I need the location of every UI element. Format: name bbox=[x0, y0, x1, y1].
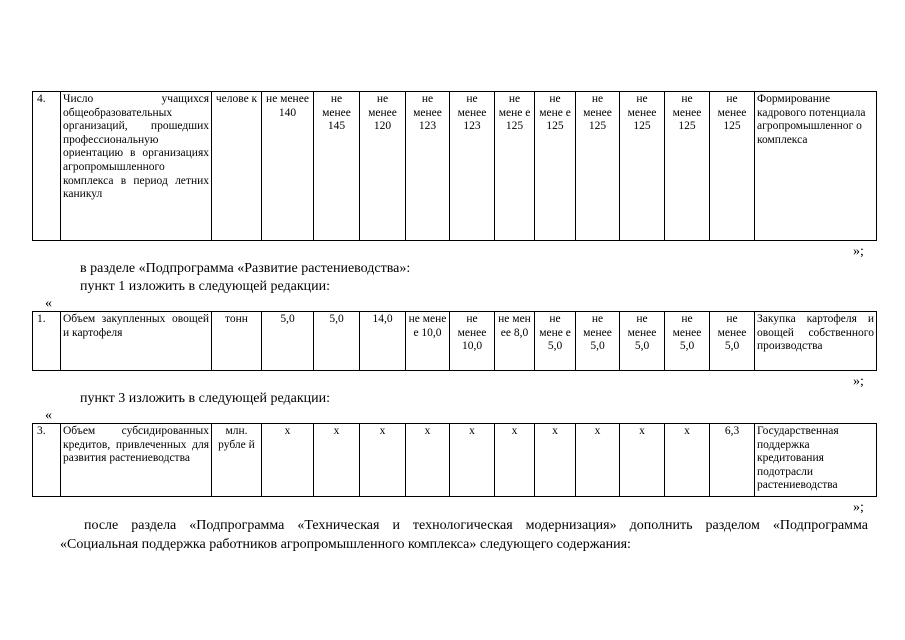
value-cell: не мене е 10,0 bbox=[406, 312, 450, 371]
value-cell: не менее 123 bbox=[450, 92, 495, 241]
value-cell: не мене е 5,0 bbox=[535, 312, 576, 371]
indicator-name: Объем субсидированных кредитов, привлеченных для развития растениеводства bbox=[61, 424, 212, 497]
indicator-name: Объем закупленных овощей и картофеля bbox=[61, 312, 212, 371]
row-number: 3. bbox=[33, 424, 61, 497]
value-cell: 14,0 bbox=[360, 312, 406, 371]
indicator-name: Число учащихся общеобразовательных организаций, прошедших профессиональную ориентацию в организациях агропромышленного комплекса в период летних каникул bbox=[61, 92, 212, 241]
value-cell: 5,0 bbox=[262, 312, 314, 371]
table-row-1 bbox=[32, 311, 877, 371]
value-cell: не мене е 125 bbox=[535, 92, 576, 241]
value-cell: не менее 120 bbox=[360, 92, 406, 241]
value-cell: не менее 5,0 bbox=[710, 312, 755, 371]
value-cell: х bbox=[406, 424, 450, 497]
unit-cell: тонн bbox=[212, 312, 262, 371]
opening-quote: « bbox=[45, 296, 52, 311]
row-number: 1. bbox=[33, 312, 61, 371]
value-cell: не менее 5,0 bbox=[665, 312, 710, 371]
value-cell: 6,3 bbox=[710, 424, 755, 497]
value-cell: не менее 140 bbox=[262, 92, 314, 241]
value-cell: не менее 125 bbox=[710, 92, 755, 241]
table-row-4 bbox=[32, 91, 877, 241]
value-cell: х bbox=[576, 424, 620, 497]
value-cell: не менее 125 bbox=[620, 92, 665, 241]
value-cell: не менее 5,0 bbox=[576, 312, 620, 371]
value-cell: не менее 5,0 bbox=[620, 312, 665, 371]
value-cell: не мен ее 8,0 bbox=[495, 312, 535, 371]
expected-result: Государственная поддержка кредитования подотрасли растениеводства bbox=[755, 424, 877, 497]
point1-instruction: пункт 1 изложить в следующей редакции: bbox=[80, 279, 330, 294]
table-row-3 bbox=[32, 423, 877, 497]
closing-quote: »; bbox=[853, 244, 864, 259]
value-cell: х bbox=[262, 424, 314, 497]
value-cell: не менее 145 bbox=[314, 92, 360, 241]
unit-cell: млн. рубле й bbox=[212, 424, 262, 497]
value-cell: х bbox=[535, 424, 576, 497]
closing-quote: »; bbox=[853, 374, 864, 389]
expected-result: Закупка картофеля и овощей собственного производства bbox=[755, 312, 877, 371]
value-cell: не менее 125 bbox=[576, 92, 620, 241]
section-instruction: в разделе «Подпрограмма «Развитие растениеводства»: bbox=[80, 261, 411, 276]
final-paragraph-line: «Социальная поддержка работников агропромышленного комплекса» следующего содержания: bbox=[60, 537, 631, 552]
value-cell: х bbox=[495, 424, 535, 497]
unit-cell: челове к bbox=[212, 92, 262, 241]
value-cell: 5,0 bbox=[314, 312, 360, 371]
expected-result: Формирование кадрового потенциала агропромышленног о комплекса bbox=[755, 92, 877, 241]
value-cell: не менее 125 bbox=[665, 92, 710, 241]
final-paragraph-line: после раздела «Подпрограмма «Техническая и технологическая модернизация» дополнить разделом «Подпрограмма bbox=[84, 518, 868, 533]
final-paragraph bbox=[60, 516, 868, 554]
value-cell: х bbox=[450, 424, 495, 497]
point3-instruction: пункт 3 изложить в следующей редакции: bbox=[80, 391, 330, 406]
value-cell: не менее 10,0 bbox=[450, 312, 495, 371]
closing-quote: »; bbox=[853, 500, 864, 515]
value-cell: не мене е 125 bbox=[495, 92, 535, 241]
value-cell: х bbox=[620, 424, 665, 497]
row-number: 4. bbox=[33, 92, 61, 241]
value-cell: х bbox=[665, 424, 710, 497]
value-cell: х bbox=[314, 424, 360, 497]
value-cell: не менее 123 bbox=[406, 92, 450, 241]
opening-quote: « bbox=[45, 408, 52, 423]
value-cell: х bbox=[360, 424, 406, 497]
